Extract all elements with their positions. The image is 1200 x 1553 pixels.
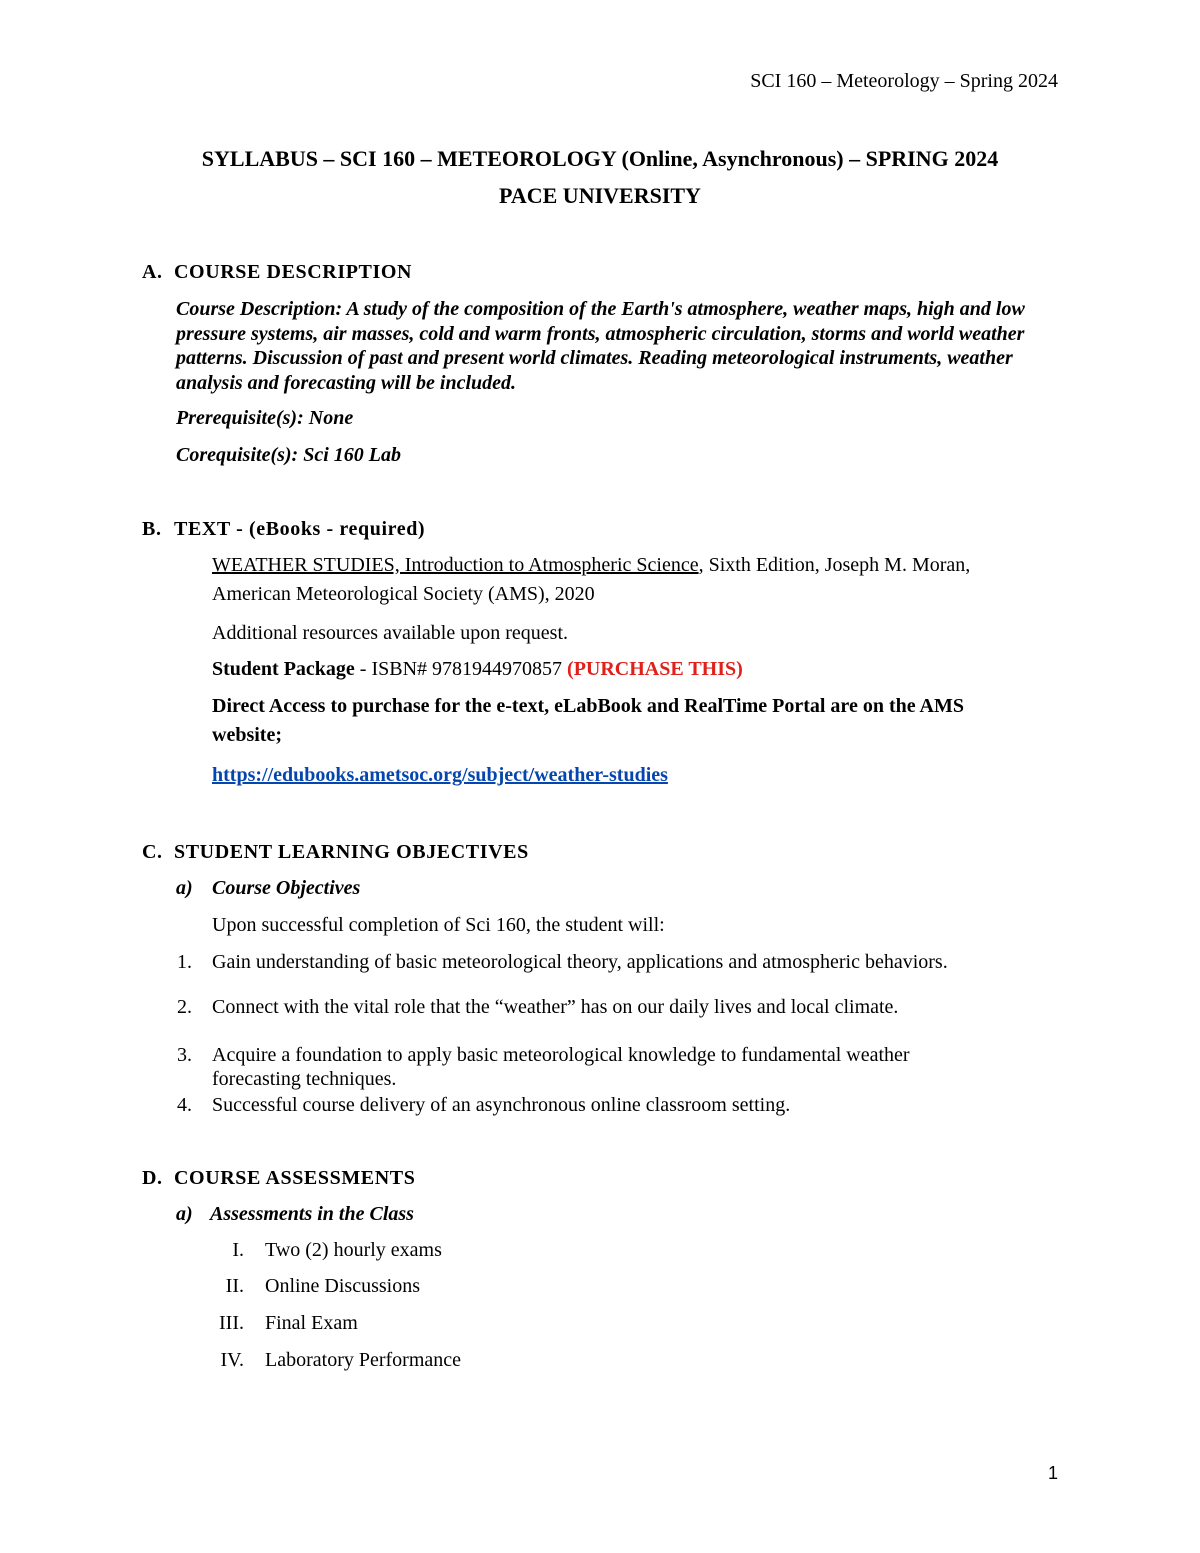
list-item-number: IV. (220, 1349, 244, 1371)
list-item-number: II. (225, 1275, 244, 1297)
textbook-details: , Sixth Edition, Joseph M. Moran, (698, 554, 971, 576)
list-item: Gain understanding of basic meteorological theory, applications and atmospheric behaviors. (212, 951, 948, 973)
direct-access-line1: Direct Access to purchase for the e-text, eLabBook and RealTime Portal are on the AMS (212, 695, 964, 717)
course-description-text: Course Description: A study of the composition of the Earth's atmosphere, weather maps, high and low pressure systems, air masses, cold and warm fronts, atmospheric circulation, storms and world weather patterns. Discussion of past and present world climates. Reading meteorological instruments, weather analysis and forecasting will be included. (176, 298, 1025, 394)
subsection-title: Course Objectives (212, 877, 361, 899)
document-title: SYLLABUS – SCI 160 – METEOROLOGY (Online, Asynchronous) – SPRING 2024 (201, 146, 999, 171)
prerequisites: Prerequisite(s): None (176, 407, 354, 429)
corequisites: Corequisite(s): Sci 160 Lab (176, 444, 401, 466)
list-item-number: 3. (177, 1044, 192, 1066)
list-item-number: III. (219, 1312, 244, 1334)
purchase-note: (PURCHASE THIS) (567, 658, 743, 680)
list-item: Connect with the vital role that the “weather” has on our daily lives and local climate. (212, 996, 899, 1018)
list-item-number: 2. (177, 996, 192, 1018)
objectives-intro: Upon successful completion of Sci 160, the student will: (212, 914, 665, 936)
subsection-marker: a) (176, 1203, 193, 1225)
section-letter: C. (142, 841, 163, 863)
list-item: Final Exam (265, 1312, 358, 1334)
section-letter: D. (142, 1167, 163, 1189)
page-number: 1 (1047, 1463, 1058, 1483)
section-letter: B. (142, 518, 162, 540)
list-item-number: 1. (177, 951, 192, 973)
textbook-citation-line1 (212, 554, 970, 577)
section-heading: STUDENT LEARNING OBJECTIVES (174, 841, 529, 863)
direct-access-line2: website; (212, 724, 282, 746)
list-item: Laboratory Performance (265, 1349, 462, 1371)
student-package-label: Student Package (212, 658, 355, 680)
additional-resources: Additional resources available upon request. (212, 622, 568, 644)
university-name: PACE UNIVERSITY (499, 183, 701, 208)
section-heading: COURSE ASSESSMENTS (174, 1167, 416, 1189)
subsection-marker: a) (176, 877, 193, 899)
list-item: Successful course delivery of an asynchronous online classroom setting. (212, 1094, 791, 1116)
list-item-continuation: forecasting techniques. (212, 1068, 397, 1090)
textbook-citation-line2: American Meteorological Society (AMS), 2020 (212, 583, 595, 605)
list-item: Two (2) hourly exams (265, 1239, 442, 1261)
running-header: SCI 160 – Meteorology – Spring 2024 (750, 70, 1058, 92)
section-heading: TEXT - (eBooks - required) (174, 518, 426, 540)
subsection-title: Assessments in the Class (210, 1203, 414, 1225)
section-letter: A. (142, 261, 163, 283)
list-item: Online Discussions (265, 1275, 420, 1297)
ams-edubooks-link[interactable]: https://edubooks.ametsoc.org/subject/weather-studies (212, 764, 668, 786)
student-package-line (212, 658, 743, 681)
textbook-title: WEATHER STUDIES, Introduction to Atmospheric Science (212, 554, 699, 576)
student-package-isbn: - ISBN# 9781944970857 (354, 658, 568, 680)
list-item-number: I. (232, 1239, 244, 1261)
list-item-number: 4. (177, 1094, 192, 1116)
list-item: Acquire a foundation to apply basic meteorological knowledge to fundamental weather (212, 1044, 910, 1066)
section-heading: COURSE DESCRIPTION (174, 261, 413, 283)
